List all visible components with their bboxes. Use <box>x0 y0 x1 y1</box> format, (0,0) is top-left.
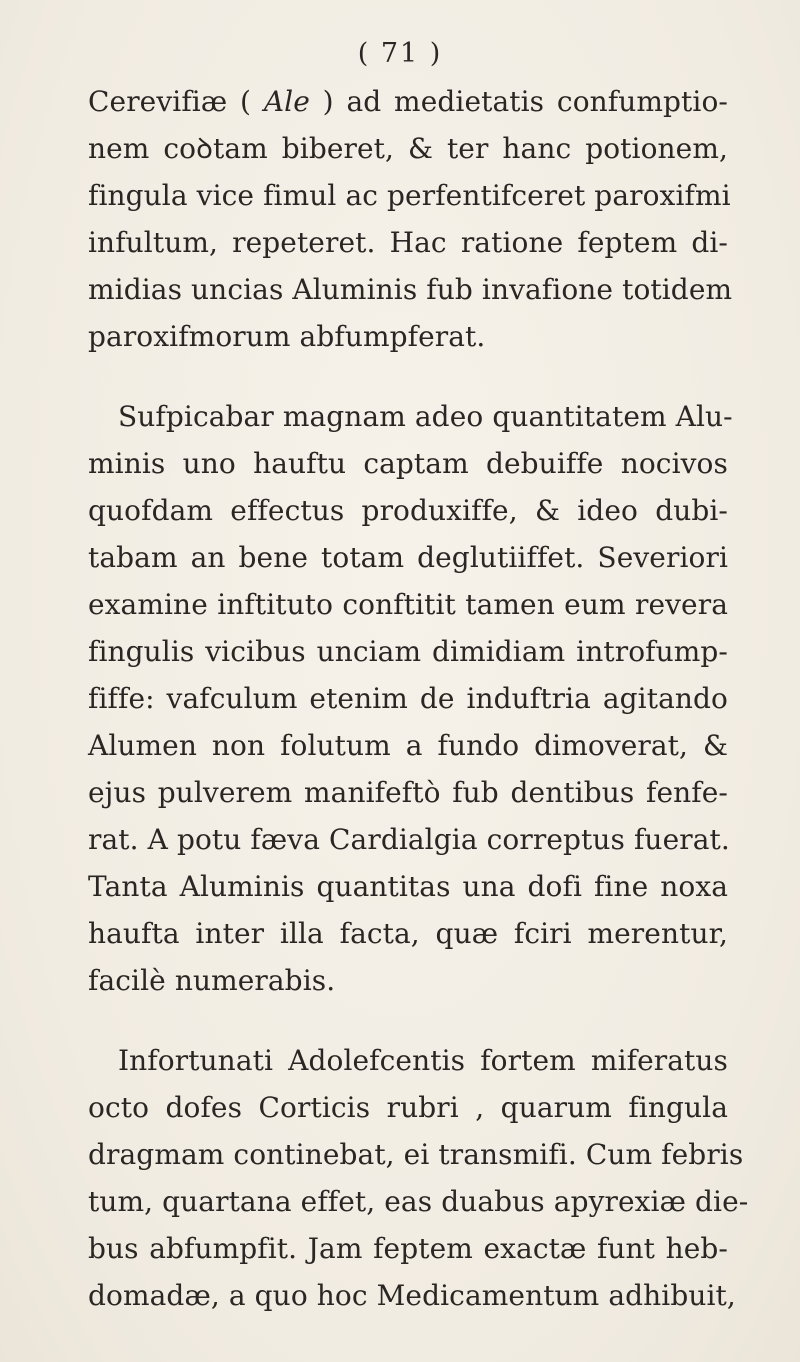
text-segment: ) ad medietatis confumptio- <box>309 85 728 118</box>
text-line: domadæ, a quo hoc Medicamentum adhibuit, <box>88 1279 736 1312</box>
text-line: dragmam continebat, ei transmifi. Cum febris <box>88 1138 744 1171</box>
paragraph-3 <box>88 1037 749 1319</box>
text-line: Sufpicabar magnam adeo quantitatem Alu- <box>118 400 733 433</box>
text-line: nem coꝺtam biberet, & ter hanc potionem, <box>88 132 728 165</box>
text-line: quofdam effectus produxiffe, & ideo dubi- <box>88 494 728 527</box>
text-line: paroxifmorum abfumpferat. <box>88 320 486 353</box>
text-line: tabam an bene totam deglutiiffet. Severiori <box>88 541 728 574</box>
text-line: Alumen non folutum a fundo dimoverat, & <box>88 729 728 762</box>
page-number: ( 71 ) <box>357 38 443 69</box>
text-line: octo dofes Corticis rubri , quarum fingula <box>88 1091 728 1124</box>
text-line: tum, quartana effet, eas duabus apyrexiæ die- <box>88 1185 749 1218</box>
text-line: fingula vice fimul ac perfentifceret paroxifmi <box>88 179 731 212</box>
text-line: haufta inter illa facta, quæ fciri merentur, <box>88 917 728 950</box>
text-line: rat. A potu fæva Cardialgia correptus fuerat. <box>88 823 730 856</box>
text-segment: Cerevifiæ ( <box>88 85 264 118</box>
paragraph-gap <box>88 360 728 393</box>
text-line: Tanta Aluminis quantitas una dofi fine noxa <box>88 870 728 903</box>
text-line: fingulis vicibus unciam dimidiam introfump- <box>88 635 728 668</box>
paragraph-1 <box>88 78 733 360</box>
text-body <box>88 78 749 1319</box>
text-line: minis uno hauftu captam debuiffe nocivos <box>88 447 728 480</box>
paragraph-2 <box>88 393 733 1004</box>
text-line: Infortunati Adolefcentis fortem miferatus <box>118 1044 728 1077</box>
italic-word: Ale <box>263 85 310 118</box>
text-line <box>88 78 728 125</box>
text-line: fiffe: vafculum etenim de induftria agitando <box>88 682 728 715</box>
text-line: examine inftituto conftitit tamen eum revera <box>88 588 728 621</box>
text-line: facilè numerabis. <box>88 964 336 997</box>
text-line: bus abfumpfit. Jam feptem exactæ funt heb- <box>88 1232 728 1265</box>
paragraph-gap <box>88 1004 728 1037</box>
text-line: ejus pulverem manifeftò fub dentibus fenfe- <box>88 776 728 809</box>
text-line: infultum, repeteret. Hac ratione feptem di- <box>88 226 728 259</box>
text-line: midias uncias Aluminis fub invafione totidem <box>88 273 733 306</box>
